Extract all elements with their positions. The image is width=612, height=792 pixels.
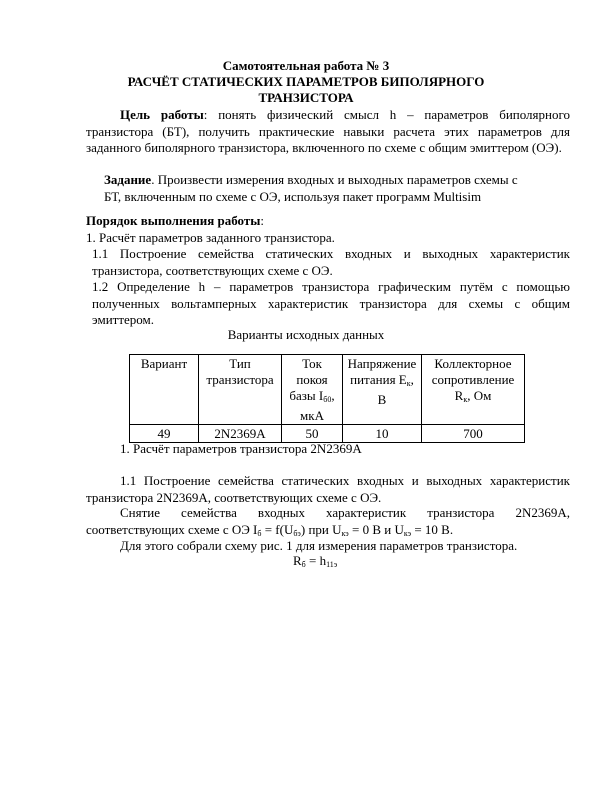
header-type <box>199 355 282 425</box>
header-current-comma: , <box>331 388 335 403</box>
task-line-1 <box>104 172 518 188</box>
cell-current: 50 <box>282 425 343 443</box>
variants-table <box>129 354 525 443</box>
formula-subscript-b: б <box>301 560 306 569</box>
task-text-1: . Произвести измерения входных и выходных параметров схемы с <box>151 172 518 187</box>
variants-caption: Варианты исходных данных <box>227 327 385 342</box>
table-header-row <box>130 355 525 425</box>
header-voltage-line-2: питания E <box>350 372 407 387</box>
header-current-line-3: базы I <box>289 388 324 403</box>
section-1-heading: 1. Расчёт параметров транзистора 2N2369A <box>120 441 362 456</box>
header-type-line-2: транзистора <box>206 372 274 387</box>
header-current-line-1: Ток <box>302 356 322 371</box>
subscript-b: б <box>257 528 262 538</box>
header-current-line-2: покоя <box>296 372 328 387</box>
order-colon: : <box>260 213 265 228</box>
title-line-3: ТРАНЗИСТОРА <box>258 90 354 105</box>
header-resistance-line-2: сопротивление <box>431 372 515 387</box>
step-1-1: 1.1 Построение семейства статических входных и выходных характеристик транзистора, соответствующих схеме с ОЭ. <box>92 246 570 278</box>
header-resistance-subscript: к <box>463 395 468 404</box>
cell-resistance: 700 <box>422 425 525 443</box>
header-voltage-line-3: В <box>377 392 387 407</box>
formula-rb <box>293 553 337 573</box>
header-resistance-line-1: Коллекторное <box>434 356 512 371</box>
formula-equals-h: = h <box>305 553 327 568</box>
header-voltage-line-1: Напряжение <box>347 356 417 371</box>
input-text-c: ) при U <box>300 521 342 537</box>
goal-paragraph <box>86 107 570 157</box>
formula-r: R <box>293 553 302 568</box>
formula-subscript-11e: 11э <box>326 560 338 569</box>
cell-variant: 49 <box>130 425 199 443</box>
input-text-d: = 0 В и U <box>348 521 404 537</box>
order-label: Порядок выполнения работы <box>86 213 261 228</box>
header-current <box>282 355 343 425</box>
title-line-1: Самотоятельная работа № 3 <box>222 58 390 73</box>
step-1: 1. Расчёт параметров заданного транзистора. <box>86 230 335 245</box>
task-line-2: БТ, включенным по схеме с ОЭ, используя пакет программ Multisim <box>104 189 482 204</box>
header-variant <box>130 355 199 425</box>
header-voltage-subscript: к <box>406 379 411 388</box>
goal-text: : понять физический смысл h – параметров биполярного транзистора (БТ), получить практические навыки расчета этих параметров для заданного биполярного транзистора, включенного по схеме с общим эмиттером (ОЭ). <box>86 107 570 155</box>
input-text-b: = f(U <box>261 521 294 537</box>
cell-voltage: 10 <box>343 425 422 443</box>
task-label: Задание <box>104 172 152 187</box>
header-variant-text: Вариант <box>140 356 188 371</box>
header-voltage-comma: , <box>410 372 414 387</box>
input-text-a: Снятие семейства входных характеристик транзистора 2N2369A, соответствующих схеме с ОЭ I <box>86 505 570 537</box>
input-text-e: = 10 В. <box>411 521 454 537</box>
subscript-ke-1: кэ <box>341 528 349 538</box>
goal-label: Цель работы <box>120 107 204 122</box>
header-voltage <box>343 355 422 425</box>
header-resistance-unit: , Ом <box>467 388 492 403</box>
order-heading <box>86 213 264 229</box>
header-resistance-line-3: R <box>454 388 464 403</box>
header-current-subscript: б0 <box>323 395 332 404</box>
step-1-2: 1.2 Определение h – параметров транзистора графическим путём с помощью полученных вольтамперных характеристик транзистора для схемы с общим эмиттером. <box>92 279 570 327</box>
subscript-ke-2: кэ <box>403 528 412 538</box>
header-current-line-4: мкА <box>300 408 324 423</box>
cell-type: 2N2369A <box>199 425 282 443</box>
scheme-paragraph: Для этого собрали схему рис. 1 для измерения параметров транзистора. <box>120 538 518 553</box>
paragraph-1-1: 1.1 Построение семейства статических входных и выходных характеристик транзистора 2N2369A, соответствующих схеме с ОЭ. <box>86 473 570 505</box>
title-line-2: РАСЧЁТ СТАТИЧЕСКИХ ПАРАМЕТРОВ БИПОЛЯРНОГО <box>127 74 485 89</box>
header-type-line-1: Тип <box>229 356 251 371</box>
subscript-be: бэ <box>293 528 301 538</box>
header-resistance <box>422 355 525 425</box>
input-characteristics-paragraph <box>86 505 570 542</box>
table-row <box>130 425 525 443</box>
